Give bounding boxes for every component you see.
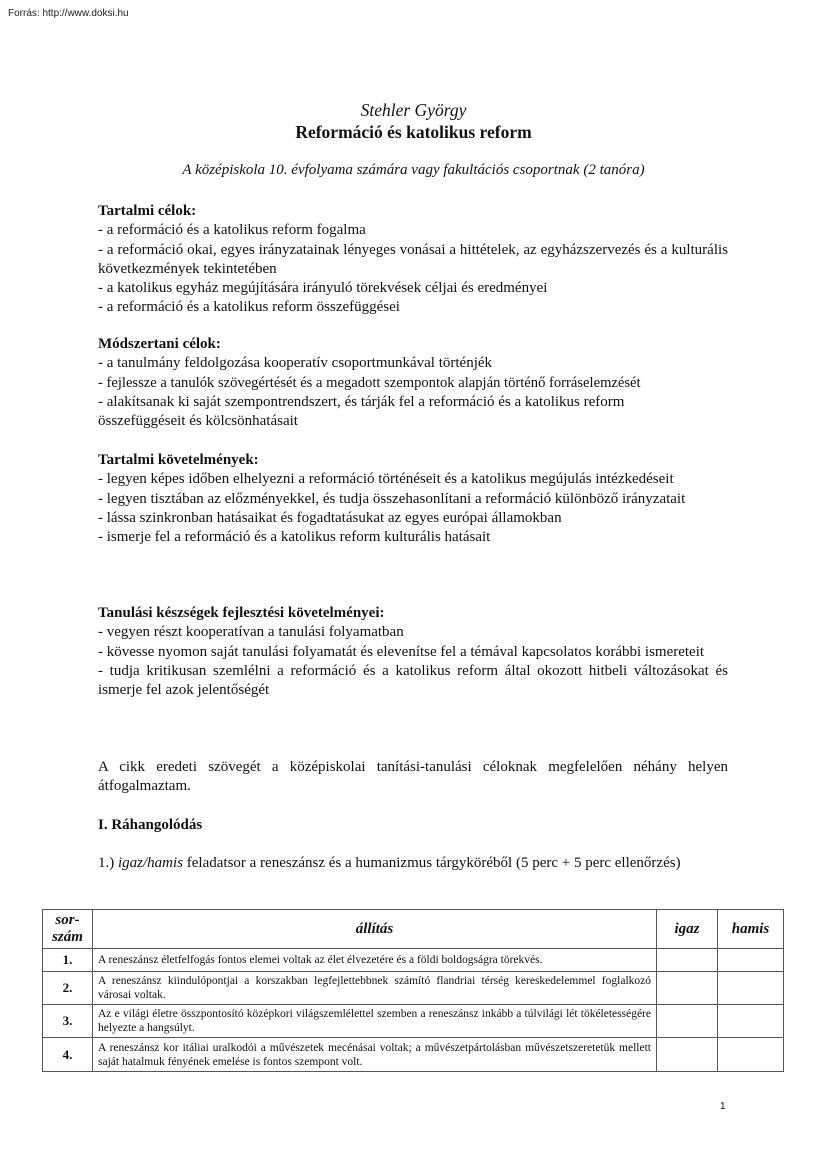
section-heading: Tartalmi követelmények: xyxy=(98,452,259,468)
part-heading: I. Ráhangolódás xyxy=(98,817,203,833)
false-answer-cell[interactable] xyxy=(718,949,784,972)
list-item: - a tanulmány feldolgozása kooperatív csoportmunkával történjék xyxy=(98,355,493,372)
true-answer-cell[interactable] xyxy=(657,949,718,972)
true-answer-cell[interactable] xyxy=(657,1038,718,1072)
list-item: - vegyen részt kooperatívan a tanulási folyamatban xyxy=(98,624,404,641)
list-item: - legyen képes időben elhelyezni a reformáció történéseit és a katolikus megújulás intézkedéseit xyxy=(98,471,674,488)
task-type: igaz/hamis xyxy=(118,855,184,871)
table-row xyxy=(43,949,784,972)
list-item: - tudja kritikusan szemlélni a reformáció és a katolikus reform által okozott hitbeli változásokat és ismerje fel azok jelentőségét xyxy=(98,662,728,699)
task-number: 1.) xyxy=(98,855,115,871)
true-false-table xyxy=(42,909,784,1072)
header-number-line1: sor- xyxy=(55,912,80,928)
section-content-goals xyxy=(98,202,728,318)
section-heading: Tartalmi célok: xyxy=(98,203,197,219)
row-statement: A reneszánsz kiindulópontjai a korszakban legfejlettebbnek számító flandriai térség kereskedelemmel foglalkozó városai voltak. xyxy=(93,972,657,1005)
row-number: 2. xyxy=(43,972,93,1005)
section-skill-requirements xyxy=(98,604,728,700)
table-row xyxy=(43,1005,784,1038)
header-false: hamis xyxy=(718,910,784,949)
section-content-requirements xyxy=(98,451,728,547)
list-item: - a reformáció és a katolikus reform fogalma xyxy=(98,222,366,239)
table-row xyxy=(43,1038,784,1072)
list-item: - a reformáció okai, egyes irányzatainak lényeges vonásai a hittételek, az egyházszervezés és a kulturális következmények tekintetében xyxy=(98,241,728,277)
false-answer-cell[interactable] xyxy=(718,1005,784,1038)
page-number: 1 xyxy=(720,1101,726,1112)
row-number: 1. xyxy=(43,949,93,972)
true-answer-cell[interactable] xyxy=(657,972,718,1005)
false-answer-cell[interactable] xyxy=(718,1038,784,1072)
header-true: igaz xyxy=(657,910,718,949)
list-item: - alakítsanak ki saját szempontrendszert, és tárják fel a reformáció és a katolikus reform összefüggéseit és kölcsönhatásait xyxy=(98,393,625,430)
editor-note: A cikk eredeti szövegét a középiskolai tanítási-tanulási céloknak megfelelően néhány helyen átfogalmaztam. xyxy=(98,759,728,795)
table-row xyxy=(43,972,784,1005)
header-number xyxy=(43,910,93,949)
list-item: - ismerje fel a reformáció és a katolikus reform kulturális hatásait xyxy=(98,529,491,546)
table-header-row xyxy=(43,910,784,949)
row-number: 3. xyxy=(43,1005,93,1038)
section-method-goals xyxy=(98,335,728,431)
true-answer-cell[interactable] xyxy=(657,1005,718,1038)
list-item: - a katolikus egyház megújítására irányuló törekvések céljai és eredményei xyxy=(98,280,548,297)
task-description xyxy=(98,854,728,873)
document-title: Reformáció és katolikus reform xyxy=(295,122,532,142)
section-heading: Módszertani célok: xyxy=(98,336,221,352)
false-answer-cell[interactable] xyxy=(718,972,784,1005)
header-number-line2: szám xyxy=(52,929,83,945)
list-item: - legyen tisztában az előzményekkel, és tudja összehasonlítani a reformáció különböző irányzatait xyxy=(98,490,686,507)
author: Stehler György xyxy=(360,100,467,120)
row-statement: Az e világi életre összpontosító középkori világszemlélettel szemben a reneszánsz inkább a túlvilági lét tökéletességére helyezte a hangsúlyt. xyxy=(93,1005,657,1038)
list-item: - kövesse nyomon saját tanulási folyamatát és elevenítse fel a témával kapcsolatos korábbi ismereteit xyxy=(98,643,705,660)
source-line: Forrás: http://www.doksi.hu xyxy=(8,8,129,19)
document-subtitle: A középiskola 10. évfolyama számára vagy fakultációs csoportnak (2 tanóra) xyxy=(182,162,645,178)
list-item: - fejlessze a tanulók szövegértését és a megadott szempontok alapján történő forráselemzését xyxy=(98,374,641,391)
row-statement: A reneszánsz kor itáliai uralkodói a művészetek mecénásai voltak; a művészetpártolásban művészetszeretetük mellett saját hatalmuk fényének emelése is fontos szempont volt. xyxy=(93,1038,657,1072)
list-item: - a reformáció és a katolikus reform összefüggései xyxy=(98,299,400,316)
row-number: 4. xyxy=(43,1038,93,1072)
section-heading: Tanulási készségek fejlesztési követelményei: xyxy=(98,605,385,621)
task-text: feladatsor a reneszánsz és a humanizmus tárgyköréből (5 perc + 5 perc ellenőrzés) xyxy=(183,855,681,871)
list-item: - lássa szinkronban hatásaikat és fogadtatásukat az egyes európai államokban xyxy=(98,509,562,526)
row-statement: A reneszánsz életfelfogás fontos elemei voltak az élet élvezetére és a földi boldogságra törekvés. xyxy=(93,949,657,972)
header-statement: állítás xyxy=(93,910,657,949)
